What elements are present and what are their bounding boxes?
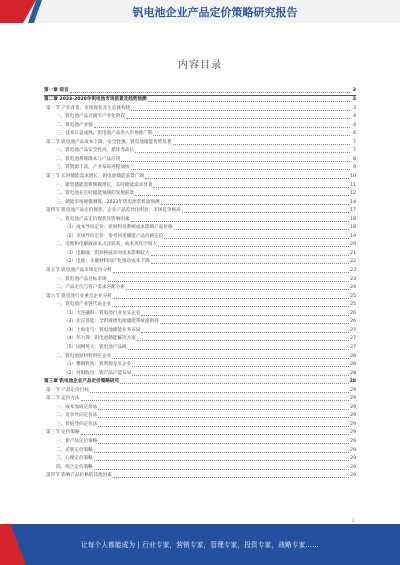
toc-leader-dots	[131, 221, 350, 222]
toc-entry-label: 二、电堆和电解液成本占比较高，成本优化空间大	[56, 242, 158, 248]
toc-leader-dots	[108, 281, 350, 282]
toc-entry-label: 第一节 产业背景、市场现状及生态链构建	[46, 105, 131, 111]
toc-entry[interactable]	[44, 412, 356, 421]
toc-entry-label: 第一节 产品定价目标	[46, 387, 89, 393]
toc-entry-page: 3	[352, 87, 356, 93]
toc-entry-page: 28	[350, 353, 356, 359]
toc-entry[interactable]	[44, 455, 356, 464]
toc-entry-page: 8	[353, 156, 356, 162]
toc-entry[interactable]	[44, 207, 356, 216]
toc-entry-page: 29	[350, 473, 356, 479]
toc-entry[interactable]	[44, 198, 356, 207]
toc-leader-dots	[158, 246, 349, 247]
toc-entry-label: 第二节 定价方法	[46, 396, 80, 402]
toc-leader-dots	[94, 452, 349, 453]
toc-entry-label: 二、钒电池产业链	[56, 122, 93, 128]
toc-entry-page: 27	[350, 327, 356, 333]
toc-leader-dots	[98, 417, 349, 418]
toc-entry-page: 10	[350, 174, 356, 180]
toc-entry[interactable]	[44, 318, 356, 327]
toc-entry[interactable]	[44, 352, 356, 361]
toc-leader-dots	[137, 340, 349, 341]
toc-entry[interactable]	[44, 446, 356, 455]
toc-entry-page: 23	[350, 268, 356, 274]
toc-entry-label: 三、储能市场规模测算，2023年钒电池装机量预测	[56, 199, 160, 205]
toc-entry[interactable]	[44, 386, 356, 395]
toc-entry[interactable]	[44, 309, 356, 318]
toc-entry[interactable]	[44, 420, 356, 429]
toc-leader-dots	[121, 161, 350, 162]
toc-entry-label: 二、差别定价策略	[56, 447, 93, 453]
toc-entry-page: 29	[350, 404, 356, 410]
toc-entry[interactable]	[44, 335, 356, 344]
toc-entry[interactable]	[44, 130, 356, 139]
toc-leader-dots	[126, 118, 350, 119]
toc-entry[interactable]	[44, 215, 356, 224]
toc-leader-dots	[98, 409, 349, 410]
toc-entry-label: （1）成本导向定价：原材料及系统成本影响产品价格	[64, 225, 173, 231]
toc-leader-dots	[113, 272, 349, 273]
toc-leader-dots	[98, 426, 349, 427]
toc-leader-dots	[81, 434, 350, 435]
toc-entry[interactable]	[44, 164, 356, 173]
toc-entry[interactable]	[44, 121, 356, 130]
toc-leader-dots	[141, 315, 349, 316]
toc-entry-label: （3）上海电气：钒电池储能业务布局	[64, 327, 141, 333]
toc-entry-page: 4	[353, 114, 356, 120]
toc-entry-label: 一、钒电池产品目标市场	[56, 276, 107, 282]
toc-leader-dots	[153, 135, 350, 136]
toc-leader-dots	[70, 92, 350, 93]
toc-entry-page: 26	[350, 319, 356, 325]
toc-entry[interactable]	[44, 104, 356, 113]
toc-entry[interactable]	[44, 343, 356, 352]
toc-leader-dots	[112, 358, 349, 359]
toc-entry[interactable]	[44, 258, 356, 267]
toc-entry[interactable]	[44, 113, 356, 122]
toc-entry-page: 18	[350, 225, 356, 231]
toc-entry-page: 21	[350, 250, 356, 256]
toc-entry-page: 19	[350, 233, 356, 239]
toc-entry[interactable]	[44, 86, 356, 95]
toc-entry-page: 17	[350, 208, 356, 214]
toc-entry-page: 29	[350, 387, 356, 393]
toc-entry[interactable]	[44, 284, 356, 293]
toc-entry-page: 29	[350, 456, 356, 462]
toc-leader-dots	[120, 383, 348, 384]
toc-entry-label: 第四节 钒电池产品定价现状，企业产品差异化明显，市场竞争格局	[46, 208, 181, 214]
toc-leader-dots	[94, 127, 350, 128]
toc-leader-dots	[132, 366, 349, 367]
toc-entry-page: 20	[350, 242, 356, 248]
toc-entry[interactable]	[44, 172, 356, 181]
toc-entry[interactable]	[44, 241, 356, 250]
toc-entry[interactable]	[44, 326, 356, 335]
toc-entry[interactable]	[44, 249, 356, 258]
toc-leader-dots	[126, 289, 349, 290]
toc-entry-label: 第四节 影响产品价格的其他因素	[46, 473, 112, 479]
toc-leader-dots	[90, 392, 349, 393]
toc-entry-label: 三、技术日益成熟，钒电池产品进入市场推广期	[56, 131, 153, 137]
toc-leader-dots	[98, 443, 349, 444]
toc-entry-label: 第二章 2023-2028年钒电池市场前景及趋势预测	[44, 97, 147, 103]
toc-leader-dots	[151, 263, 350, 264]
toc-entry-page: 25	[350, 302, 356, 308]
toc-entry-page: 22	[350, 259, 356, 265]
toc-entry-label: 一、钒电池产品安全性高，循环寿命长	[56, 148, 135, 154]
toc-leader-dots	[112, 306, 349, 307]
toc-entry-label: 二、竞争导向定价法	[56, 413, 98, 419]
toc-entry-page: 29	[350, 447, 356, 453]
toc-leader-dots	[128, 349, 349, 350]
toc-entry-page: 25	[350, 293, 356, 299]
toc-leader-dots	[135, 195, 349, 196]
toc-entry-page: 7	[353, 139, 356, 145]
toc-entry[interactable]	[44, 403, 356, 412]
toc-entry-label: （1）攀钢钒钛：钒资源龙头企业	[64, 362, 132, 368]
toc-entry-page: 28	[349, 379, 356, 385]
toc-entry-label: 第二节 钒电池产品成本下降，安全性强，钒电池储能优势显著	[46, 139, 172, 145]
toc-entry-label: （2）河钢股份：钒产品产能布局	[64, 370, 132, 376]
toc-entry-label: （5）国网英大：钒电池产品线	[64, 344, 127, 350]
toc-entry-page: 12	[350, 191, 356, 197]
page-number: 2	[352, 518, 355, 523]
toc-entry-label: （1）大连融科：钒电池行业龙头企业	[64, 310, 141, 316]
toc-entry-label: 第六节 钒电池行业重点企业分析	[46, 293, 112, 299]
report-title: 钒电池企业产品定价策略研究报告	[132, 6, 298, 19]
toc-entry[interactable]	[44, 190, 356, 199]
toc-entry-page: 28	[350, 362, 356, 368]
toc-leader-dots	[132, 375, 349, 376]
toc-entry-page: 29	[350, 430, 356, 436]
toc-leader-dots	[174, 229, 350, 230]
toc-leader-dots	[131, 169, 350, 170]
toc-leader-dots	[153, 187, 349, 188]
toc-entry-page: 14	[350, 199, 356, 205]
toc-entry[interactable]	[44, 395, 356, 404]
toc-entry-label: 第三节 长时储能需求增长，钒电池储能前景广阔	[46, 174, 144, 180]
toc-leader-dots	[113, 477, 349, 478]
toc-entry-page: 28	[350, 370, 356, 376]
toc-entry[interactable]	[44, 429, 356, 438]
toc-entry[interactable]	[44, 378, 356, 387]
toc-entry-page: 9	[353, 165, 356, 171]
toc-entry-label: 一、钒电池产业链代表企业	[56, 302, 112, 308]
toc-leader-dots	[135, 152, 350, 153]
toc-entry[interactable]	[44, 301, 356, 310]
toc-entry-label: 一、钒电池产品定价现状及影响因素	[56, 216, 130, 222]
toc-entry-page: 24	[350, 285, 356, 291]
toc-entry-label: 四、组合定价策略	[56, 464, 93, 470]
toc-entry-page: 29	[350, 464, 356, 470]
toc-entry-label: 二、钒电池在长时储能领域的发展前景	[56, 191, 135, 197]
toc-entry-label: 一、新产品定价策略	[56, 438, 98, 444]
toc-entry-label: 一、钒电池产品过渡至产业化阶段	[56, 114, 125, 120]
footer-slogan: 让每个人都能成为 | 行业专家，营销专家，管理专家，投资专家，战略专家……	[81, 541, 319, 549]
toc-entry[interactable]	[44, 266, 356, 275]
toc-entry-page: 3	[352, 97, 356, 103]
toc-leader-dots	[81, 400, 350, 401]
toc-entry[interactable]	[44, 292, 356, 301]
toc-entry-label: （2）北京普能：全钒液流电池储能系统提供商	[64, 319, 159, 325]
toc-entry[interactable]	[44, 369, 356, 378]
toc-entry-label: 一、成本加成定价法	[56, 404, 98, 410]
toc-entry[interactable]	[44, 181, 356, 190]
toc-entry-label: 一、新型储能装机规模增长，长时储能需求显著	[56, 182, 153, 188]
toc-entry-page: 26	[350, 310, 356, 316]
toc-entry[interactable]	[44, 463, 356, 472]
table-of-contents	[44, 86, 356, 480]
toc-entry[interactable]	[44, 437, 356, 446]
toc-entry[interactable]	[44, 472, 356, 481]
toc-entry-label: 二、钒电池系统降本与产品应用	[56, 156, 121, 162]
toc-entry-page: 29	[350, 396, 356, 402]
toc-entry-label: 二、钒电池原材料供应企业	[56, 353, 112, 359]
toc-entry-page: 4	[353, 122, 356, 128]
toc-leader-dots	[148, 101, 350, 102]
toc-leader-dots	[145, 178, 349, 179]
toc-entry[interactable]	[44, 95, 356, 105]
toc-leader-dots	[160, 323, 349, 324]
toc-leader-dots	[94, 460, 349, 461]
toc-leader-dots	[182, 212, 349, 213]
toc-leader-dots	[131, 110, 350, 111]
toc-leader-dots	[151, 255, 350, 256]
toc-entry[interactable]	[44, 147, 356, 156]
toc-leader-dots	[113, 298, 349, 299]
toc-entry-page: 29	[350, 421, 356, 427]
toc-entry[interactable]	[44, 275, 356, 284]
toc-entry[interactable]	[44, 138, 356, 147]
toc-entry[interactable]	[44, 232, 356, 241]
toc-entry-page: 27	[350, 336, 356, 342]
toc-entry-label: 第三节 定价策略	[46, 430, 80, 436]
toc-entry-label: （4）伟力得：钒电池储能解决方案	[64, 336, 136, 342]
toc-entry-page: 29	[350, 413, 356, 419]
toc-entry-label: 三、钒资源丰富，产业布局进程加快	[56, 165, 130, 171]
toc-leader-dots	[94, 469, 349, 470]
toc-entry-label: 三、心理定价策略	[56, 456, 93, 462]
toc-entry-label: （2）电堆：关键材料国产化推动成本下降	[64, 259, 150, 265]
toc-entry-label: 二、产品定位与客户需求匹配分析	[56, 285, 125, 291]
toc-entry-label: 三、价值导向定价法	[56, 421, 98, 427]
toc-entry[interactable]	[44, 155, 356, 164]
toc-leader-dots	[141, 332, 349, 333]
toc-entry-page: 7	[353, 148, 356, 154]
toc-entry-page: 29	[350, 438, 356, 444]
toc-entry-page: 18	[350, 216, 356, 222]
toc-entry-label: （2）市场导向定价：参考同类储能产品价格定价	[64, 233, 164, 239]
toc-leader-dots	[173, 144, 351, 145]
toc-entry-label: 第一章 前言	[44, 87, 69, 93]
toc-leader-dots	[161, 204, 350, 205]
toc-leader-dots	[164, 238, 349, 239]
toc-entry-page: 3	[353, 105, 356, 111]
toc-heading: 内容目录	[178, 60, 222, 71]
toc-entry[interactable]	[44, 224, 356, 233]
toc-entry-page: 27	[350, 344, 356, 350]
toc-entry-label: 第五节 钒电池产品市场定位分析	[46, 268, 112, 274]
toc-entry-page: 6	[353, 131, 356, 137]
toc-entry-page: 23	[350, 276, 356, 282]
toc-entry-page: 11	[350, 182, 356, 188]
toc-entry[interactable]	[44, 361, 356, 370]
toc-entry-label: 第三章 钒电池企业产品定价策略研究	[44, 379, 120, 385]
toc-entry-label: （1）电解液：钒价格波动对成本影响较大	[64, 250, 150, 256]
